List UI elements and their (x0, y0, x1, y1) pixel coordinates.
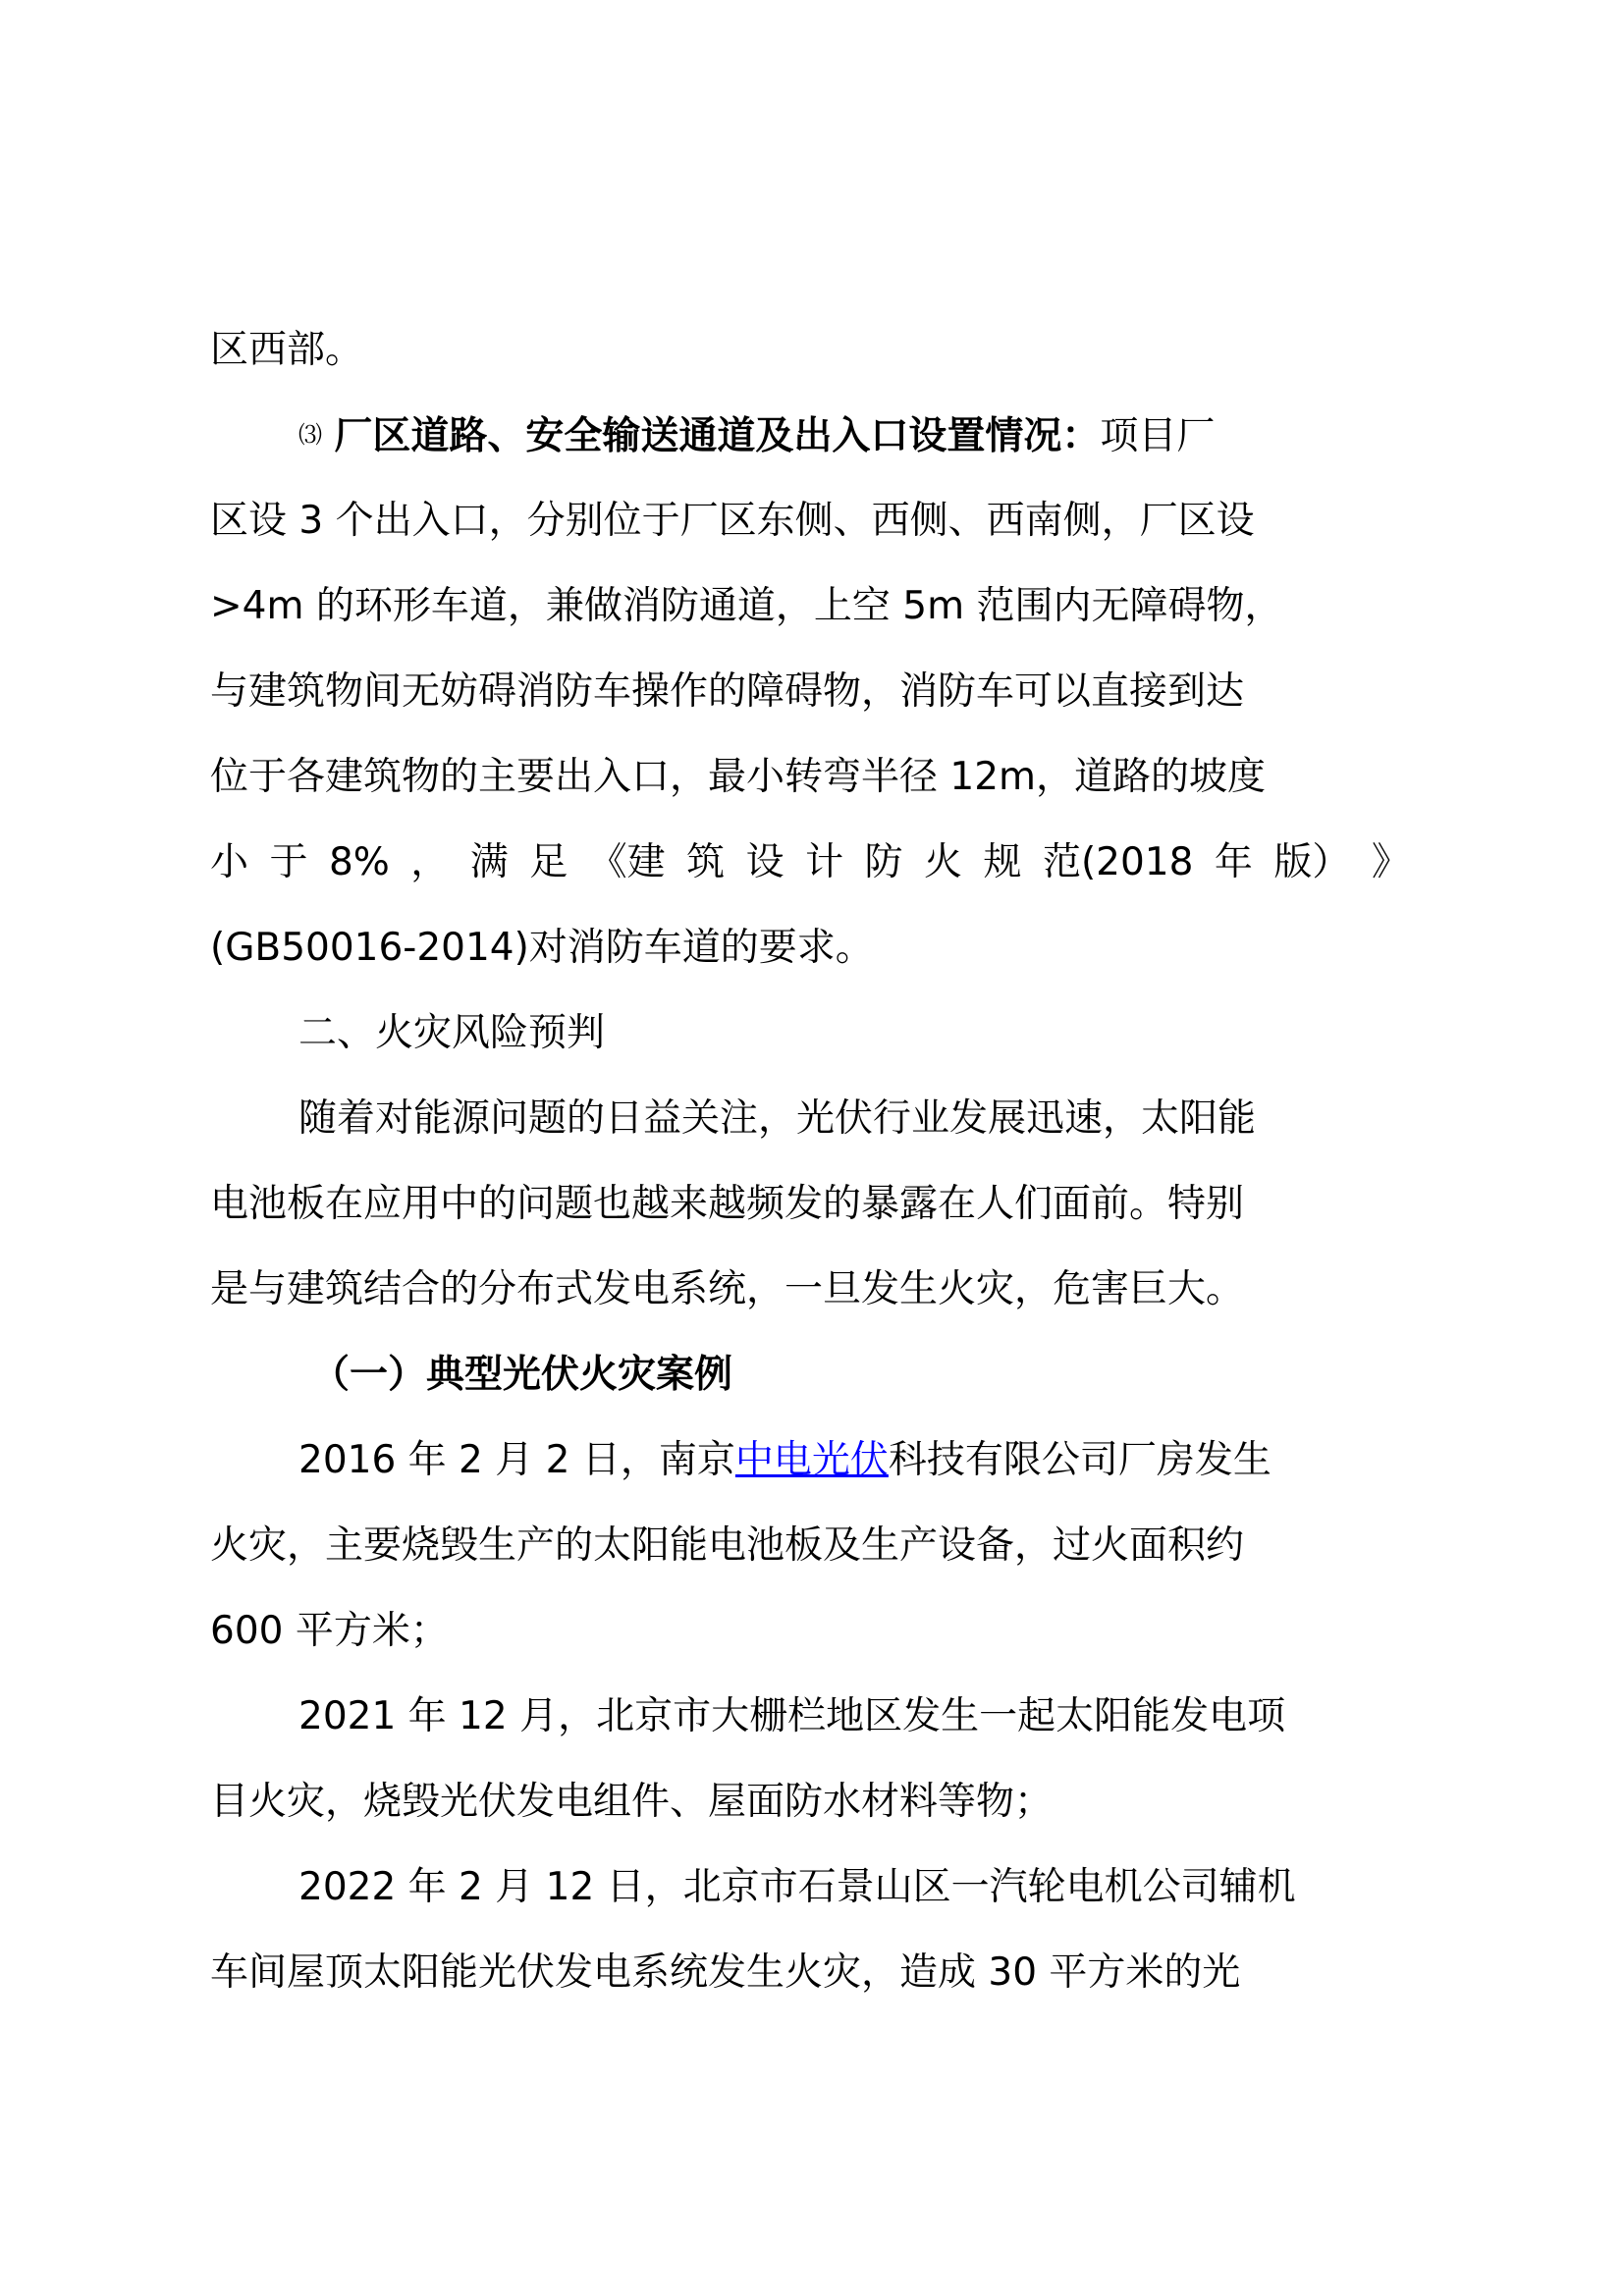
text-fragment: 年 (1214, 840, 1253, 884)
paragraph-text: 随着对能源问题的日益关注，光伏行业发展迅速，太阳能 (298, 1096, 1257, 1141)
text-line (210, 563, 1418, 649)
paragraph-text: 区西部。 (210, 328, 364, 372)
subsection-heading: （一）典型光伏火灾案例 (311, 1353, 733, 1397)
text-line (210, 649, 1418, 734)
section-marker: ⑶ (298, 421, 322, 449)
chapter-heading-line (210, 990, 1506, 1076)
paragraph-text: 科技有限公司厂房发生 (888, 1438, 1271, 1482)
text-fragment: 范(2018 (1042, 840, 1194, 884)
text-line (210, 1417, 1506, 1503)
paragraph-text: 是与建筑结合的分布式发电系统，一旦发生火灾，危害巨大。 (210, 1267, 1245, 1311)
text-fragment: 《建 (588, 840, 666, 884)
text-fragment: 8% (328, 840, 390, 884)
text-fragment: 足 (529, 840, 568, 884)
text-line (210, 1844, 1506, 1930)
paragraph-text: 2016 年 2 月 2 日，南京 (298, 1438, 735, 1482)
text-fragment: 筑 (686, 840, 726, 884)
paragraph-text: (GB50016-2014)对消防车道的要求。 (210, 926, 874, 970)
paragraph-text: 车间屋顶太阳能光伏发电系统发生火灾，造成 30 平方米的光 (210, 1950, 1241, 1995)
subsection-heading-line (210, 1332, 1519, 1417)
paragraph-text: 区设 3 个出入口，分别位于厂区东侧、西侧、西南侧，厂区设 (210, 499, 1255, 543)
paragraph-text: 电池板在应用中的问题也越来越频发的暴露在人们面前。特别 (210, 1182, 1245, 1226)
section-heading: 厂区道路、安全输送通道及出入口设置情况： (334, 414, 1101, 458)
text-fragment: 火 (924, 840, 963, 884)
paragraph-text: 与建筑物间无妨碍消防车操作的障碍物，消防车可以直接到达 (210, 669, 1245, 714)
text-line (210, 734, 1418, 820)
text-fragment: 小 (210, 840, 249, 884)
section-heading-line (210, 393, 1506, 478)
text-line (210, 1076, 1506, 1161)
text-line (210, 1247, 1418, 1332)
text-fragment: 》 (1371, 840, 1410, 884)
paragraph-text: 目火灾，烧毁光伏发电组件、屋面防水材料等物； (210, 1780, 1054, 1824)
paragraph-text: 2022 年 2 月 12 日，北京市石景山区一汽轮电机公司辅机 (298, 1865, 1296, 1909)
text-line (210, 1674, 1506, 1759)
text-fragment: 设 (745, 840, 784, 884)
text-fragment: 版） (1273, 840, 1351, 884)
text-fragment: ， (410, 840, 450, 884)
paragraph-text: 火灾，主要烧毁生产的太阳能电池板及生产设备，过火面积约 (210, 1523, 1245, 1568)
paragraph-text: 2021 年 12 月，北京市大栅栏地区发生一起太阳能发电项 (298, 1694, 1286, 1738)
text-fragment: 防 (864, 840, 903, 884)
text-line (210, 1759, 1418, 1844)
text-fragment: 于 (269, 840, 308, 884)
paragraph-text: 600 平方米； (210, 1609, 449, 1653)
text-line (210, 307, 1418, 393)
paragraph-text: 项目厂 (1100, 414, 1216, 458)
text-line (210, 1588, 1418, 1674)
text-line (210, 905, 1418, 990)
justified-text-line (210, 820, 1410, 905)
text-line (210, 478, 1418, 563)
text-line (210, 1930, 1418, 2015)
text-line (210, 1503, 1418, 1588)
paragraph-text: >4m 的环形车道，兼做消防通道，上空 5m 范围内无障碍物， (210, 584, 1283, 628)
text-fragment: 规 (983, 840, 1022, 884)
chapter-heading: 二、火灾风险预判 (298, 1011, 606, 1055)
text-fragment: 计 (805, 840, 844, 884)
text-fragment: 满 (469, 840, 509, 884)
company-link[interactable]: 中电光伏 (734, 1438, 889, 1482)
paragraph-text: 位于各建筑物的主要出入口，最小转弯半径 12m，道路的坡度 (210, 755, 1267, 799)
text-line (210, 1161, 1418, 1247)
